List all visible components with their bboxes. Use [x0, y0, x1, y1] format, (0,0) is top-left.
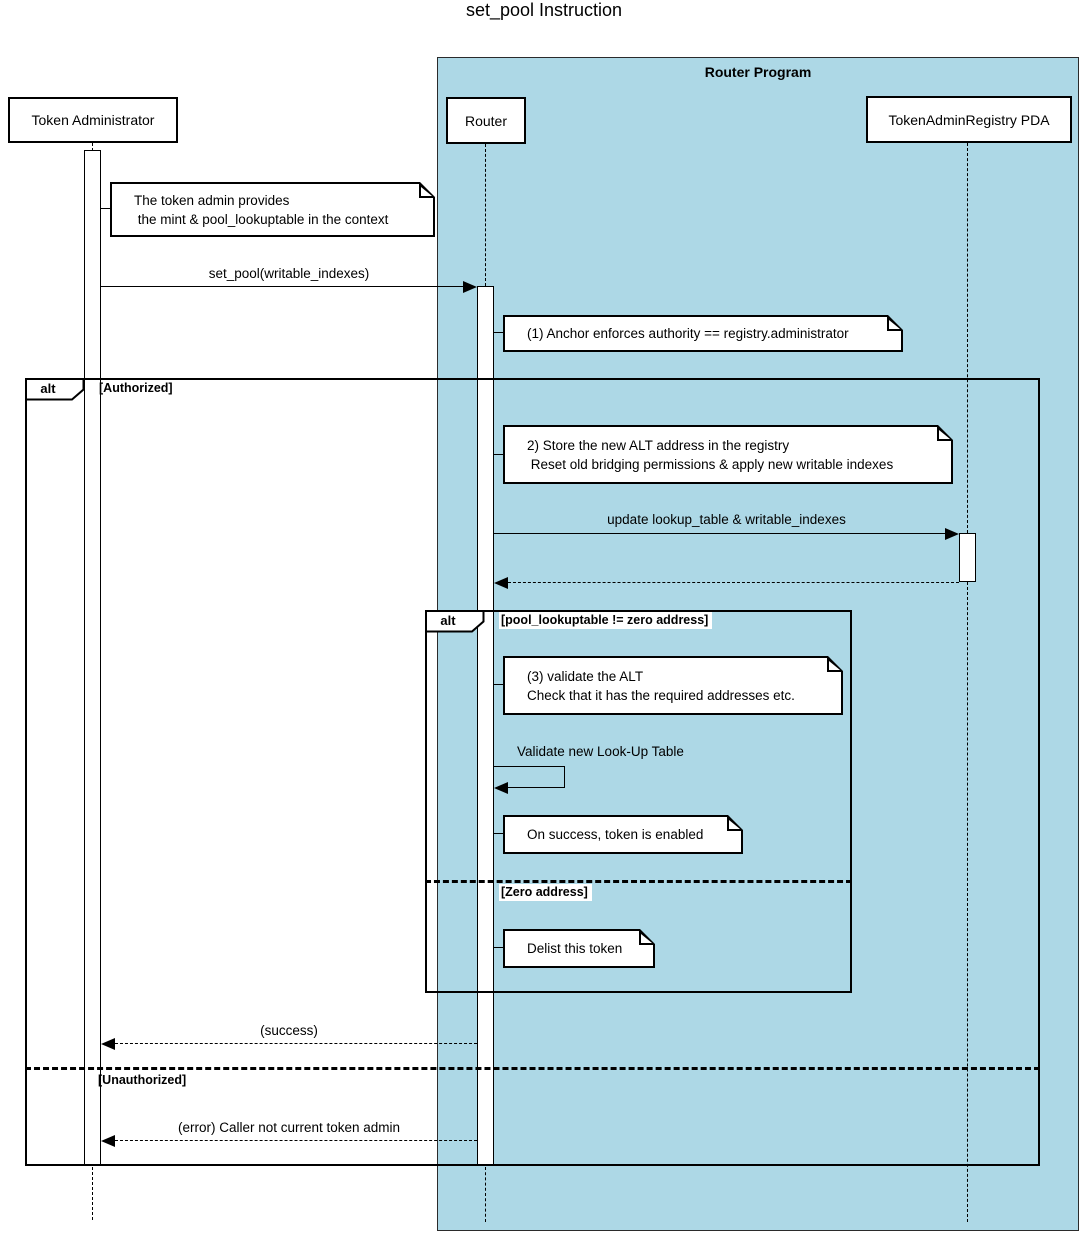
message-success-arrowhead: [101, 1038, 115, 1050]
note-connector: [100, 208, 110, 209]
note-connector: [493, 332, 503, 333]
alt-operator-pentagon-inner: [425, 610, 485, 633]
message-update-lookup-arrowhead: [945, 528, 959, 540]
router-program-label: Router Program: [704, 64, 812, 80]
note-fold-icon: [937, 425, 953, 441]
self-loop-bottom: [507, 787, 565, 788]
note-fold-icon: [727, 815, 743, 831]
participant-registry-pda-label: TokenAdminRegistry PDA: [888, 111, 1050, 128]
participant-router: [446, 97, 526, 144]
lifeline-router-bottom: [485, 1167, 486, 1222]
participant-token-administrator: [8, 97, 178, 143]
message-update-lookup-line: [494, 533, 947, 534]
note-connector: [493, 947, 503, 948]
note-text: (1) Anchor enforces authority == registry.administrator: [527, 326, 849, 341]
self-loop-top: [494, 766, 565, 767]
alt-divider-inner: [425, 880, 852, 883]
note-fold-icon: [639, 929, 655, 945]
note-on-success: [503, 815, 743, 854]
message-update-lookup-label: update lookup_table & writable_indexes: [607, 512, 846, 527]
alt-operator-outer: alt: [40, 381, 56, 396]
note-store-alt: [503, 425, 953, 484]
note-connector: [493, 684, 503, 685]
message-error-arrowhead: [101, 1135, 115, 1147]
note-text: On success, token is enabled: [527, 827, 704, 842]
note-text: 2) Store the new ALT address in the registry Reset old bridging permissions & apply new writable indexes: [527, 437, 894, 472]
self-loop-right: [564, 766, 565, 788]
diagram-title: set_pool Instruction: [465, 0, 623, 20]
guard-authorized: [Authorized]: [99, 381, 173, 395]
alt-operator-inner: alt: [440, 613, 456, 628]
note-fold-icon: [887, 315, 903, 331]
guard-zero-address: [Zero address]: [499, 884, 592, 901]
participant-registry-pda: [866, 96, 1072, 143]
note-fold-icon: [419, 182, 435, 198]
note-text: The token admin provides the mint & pool_lookuptable in the context: [134, 192, 389, 227]
message-set-pool-line: [101, 286, 465, 287]
note-text: (3) validate the ALT Check that it has the required addresses etc.: [527, 668, 795, 703]
message-validate-self-label: Validate new Look-Up Table: [517, 744, 684, 759]
message-success-line: [115, 1043, 477, 1044]
note-delist: [503, 929, 655, 968]
message-set-pool-label: set_pool(writable_indexes): [208, 266, 370, 281]
alt-divider-outer: [25, 1067, 1040, 1070]
self-loop-arrowhead: [494, 782, 508, 794]
message-error-line: [115, 1140, 477, 1141]
return-from-pda-line: [508, 582, 959, 583]
note-fold-icon: [827, 656, 843, 672]
lifeline-router: [485, 144, 486, 286]
note-anchor-auth: [503, 315, 903, 352]
participant-router-label: Router: [464, 112, 508, 129]
return-from-pda-arrowhead: [494, 577, 508, 589]
note-connector: [493, 454, 503, 455]
guard-pool-lookuptable: [pool_lookuptable != zero address]: [499, 612, 712, 629]
message-error-label: (error) Caller not current token admin: [177, 1120, 401, 1135]
note-context: [110, 182, 435, 237]
note-connector: [493, 833, 503, 834]
message-set-pool-arrowhead: [463, 281, 477, 293]
participant-token-administrator-label: Token Administrator: [31, 112, 155, 128]
message-success-label: (success): [260, 1023, 318, 1038]
lifeline-token-admin-bottom: [92, 1167, 93, 1220]
alt-operator-pentagon-outer: [25, 378, 85, 401]
guard-unauthorized: [Unauthorized]: [98, 1073, 187, 1087]
note-validate-alt: [503, 656, 843, 715]
note-text: Delist this token: [527, 941, 623, 956]
